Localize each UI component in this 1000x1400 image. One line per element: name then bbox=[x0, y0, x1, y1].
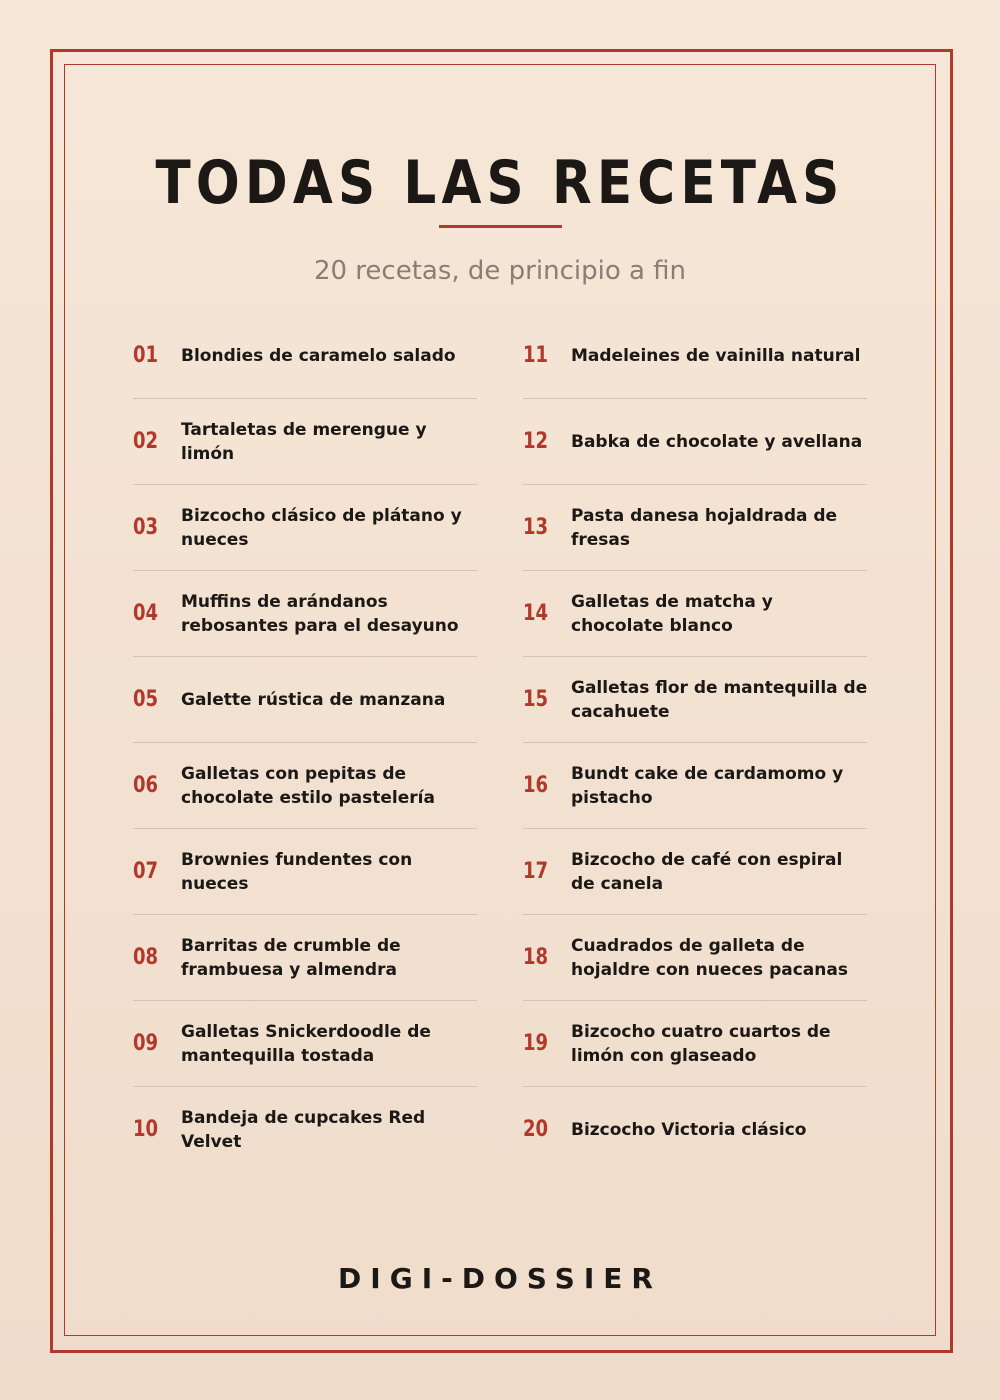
recipe-name: Bizcocho cuatro cuartos de limón con glaseado bbox=[571, 1022, 831, 1066]
recipe-item[interactable] bbox=[523, 312, 867, 398]
recipe-name: Muffins de arándanos rebosantes para el desayuno bbox=[181, 592, 459, 636]
brand-name: DIGI-DOSSIER bbox=[338, 1262, 662, 1295]
recipe-number: 14 bbox=[523, 601, 549, 626]
recipe-name: Galletas flor de mantequilla de cacahuete bbox=[571, 678, 868, 722]
recipe-number: 12 bbox=[523, 429, 549, 454]
recipe-number: 09 bbox=[133, 1031, 159, 1056]
recipe-item[interactable] bbox=[523, 398, 867, 484]
recipe-name: Tartaletas de merengue y limón bbox=[181, 420, 427, 464]
recipe-name: Blondies de caramelo salado bbox=[181, 346, 456, 366]
recipe-name: Cuadrados de galleta de hojaldre con nueces pacanas bbox=[571, 936, 848, 980]
recipe-item[interactable] bbox=[133, 398, 477, 484]
recipe-name: Galletas Snickerdoodle de mantequilla tostada bbox=[181, 1022, 431, 1066]
recipe-number: 05 bbox=[133, 687, 159, 712]
recipe-name: Pasta danesa hojaldrada de fresas bbox=[571, 506, 838, 550]
recipe-number: 04 bbox=[133, 601, 159, 626]
recipe-name: Bizcocho Victoria clásico bbox=[571, 1120, 807, 1140]
recipe-number: 15 bbox=[523, 687, 549, 712]
recipe-name: Brownies fundentes con nueces bbox=[181, 850, 413, 894]
recipe-name: Galletas con pepitas de chocolate estilo pastelería bbox=[181, 764, 435, 808]
recipe-number: 11 bbox=[523, 343, 549, 368]
recipe-item[interactable] bbox=[523, 828, 867, 914]
recipe-list-left bbox=[133, 312, 477, 1172]
recipe-name: Bizcocho de café con espiral de canela bbox=[571, 850, 843, 894]
recipe-item[interactable] bbox=[133, 828, 477, 914]
recipe-item[interactable] bbox=[133, 1086, 477, 1172]
recipe-item[interactable] bbox=[523, 484, 867, 570]
recipe-name: Bandeja de cupcakes Red Velvet bbox=[181, 1108, 426, 1152]
recipe-number: 08 bbox=[133, 945, 159, 970]
page-title: TODAS LAS RECETAS bbox=[155, 148, 845, 218]
recipe-item[interactable] bbox=[523, 914, 867, 1000]
recipe-item[interactable] bbox=[133, 1000, 477, 1086]
recipe-name: Galette rústica de manzana bbox=[181, 690, 446, 710]
recipe-number: 01 bbox=[133, 343, 159, 368]
recipe-name: Babka de chocolate y avellana bbox=[571, 432, 863, 452]
recipe-item[interactable] bbox=[523, 1086, 867, 1172]
recipe-name: Madeleines de vainilla natural bbox=[571, 346, 861, 366]
recipe-item[interactable] bbox=[133, 570, 477, 656]
page-subtitle: 20 recetas, de principio a fin bbox=[313, 256, 687, 286]
recipe-number: 20 bbox=[523, 1117, 549, 1142]
recipe-name: Bizcocho clásico de plátano y nueces bbox=[181, 506, 462, 550]
recipe-list-right bbox=[523, 312, 867, 1172]
recipe-number: 03 bbox=[133, 515, 159, 540]
recipe-number: 18 bbox=[523, 945, 549, 970]
recipe-number: 17 bbox=[523, 859, 549, 884]
recipe-number: 13 bbox=[523, 515, 549, 540]
recipe-item[interactable] bbox=[133, 742, 477, 828]
recipe-number: 19 bbox=[523, 1031, 549, 1056]
recipe-item[interactable] bbox=[523, 1000, 867, 1086]
recipe-item[interactable] bbox=[133, 914, 477, 1000]
recipe-item[interactable] bbox=[523, 570, 867, 656]
recipe-item[interactable] bbox=[523, 656, 867, 742]
recipe-item[interactable] bbox=[133, 312, 477, 398]
recipe-number: 02 bbox=[133, 429, 159, 454]
recipe-item[interactable] bbox=[133, 656, 477, 742]
title-underline bbox=[439, 225, 562, 228]
recipe-name: Bundt cake de cardamomo y pistacho bbox=[571, 764, 844, 808]
recipe-number: 10 bbox=[133, 1117, 159, 1142]
recipe-number: 16 bbox=[523, 773, 549, 798]
recipe-name: Galletas de matcha y chocolate blanco bbox=[571, 592, 773, 636]
recipe-item[interactable] bbox=[523, 742, 867, 828]
recipe-number: 07 bbox=[133, 859, 159, 884]
recipe-item[interactable] bbox=[133, 484, 477, 570]
recipe-number: 06 bbox=[133, 773, 159, 798]
recipe-name: Barritas de crumble de frambuesa y almendra bbox=[181, 936, 401, 980]
